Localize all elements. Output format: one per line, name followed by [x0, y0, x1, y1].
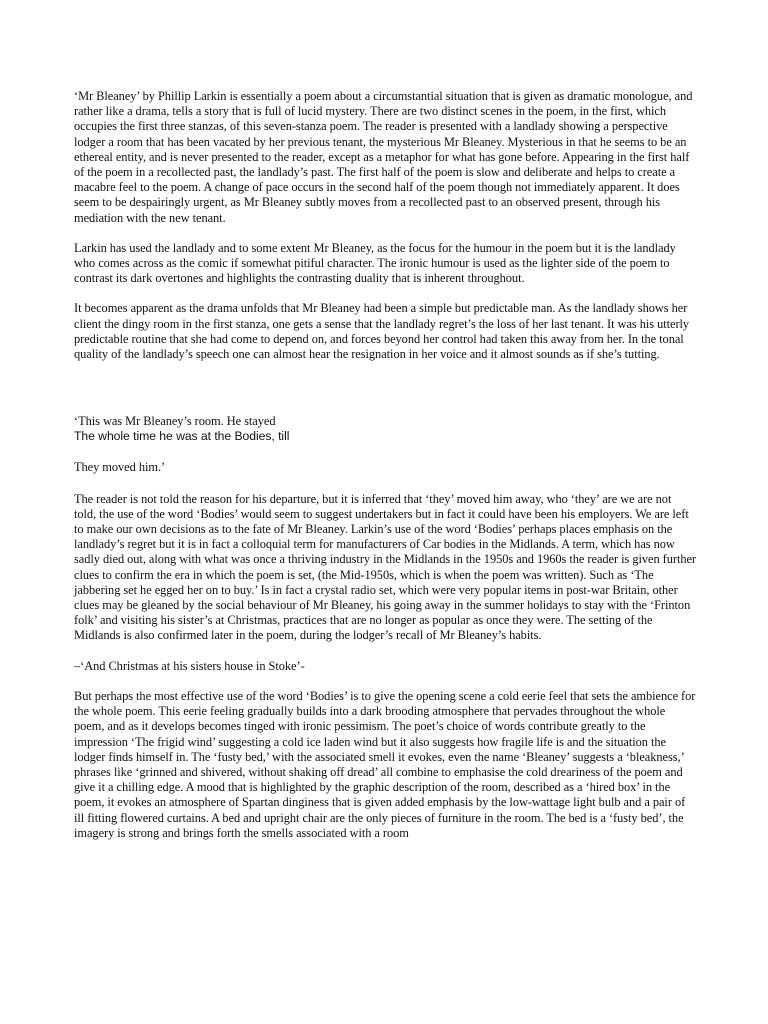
essay-body [74, 89, 696, 856]
paragraph-intro: ‘Mr Bleaney’ by Phillip Larkin is essentially a poem about a circumstantial situation that is given as dramatic monologue, and rather like a drama, tells a story that is full of lucid mystery. There are two distinct scenes in the poem, in the first, which occupies the first three stanzas, of this seven-stanza poem. The reader is presented with a landlady showing a perspective lodger a room that has been vacated by her previous tenant, the mysterious Mr Bleaney. Mysterious in that he seems to be an ethereal entity, and is never presented to the reader, except as a metaphor for what has gone before. Appearing in the first half of the poem in a recollected past, the landlady’s past. The first half of the poem is slow and deliberate and helps to create a macabre feel to the poem. A change of pace occurs in the second half of the poem though not immediately apparent. It does seem to be despairingly urgent, as Mr Bleaney subtly moves from a recollected past to an observed present, through his mediation with the new tenant. [74, 89, 693, 225]
quote-line-1: ‘This was Mr Bleaney’s room. He stayed [74, 414, 276, 429]
quote-line-2: The whole time he was at the Bodies, till [74, 429, 290, 444]
section-spacer [74, 377, 696, 414]
paragraph-atmosphere: But perhaps the most effective use of the word ‘Bodies’ is to give the opening scene a cold eerie feel that sets the ambience for the whole poem. This eerie feeling gradually builds into a dark brooding atmosphere that pervades throughout the whole poem, and as it develops becomes tinged with ironic pessimism. The poet’s choice of words contribute greatly to the impression ‘The frigid wind’ suggesting a cold ice laden wind but it also suggests how fragile life is and the situation the lodger finds himself in. The ‘fusty bed,’ with the associated smell it evokes, even the name ‘Bleaney’ suggests a ‘bleakness,’ phrases like ‘grinned and shivered, without shaking off dread’ all combine to emphasise the cold dreariness of the poem and give it a chilling edge. A mood that is highlighted by the graphic description of the room, described as a ‘hired box’ in the poem, it evokes an atmosphere of Spartan dinginess that is given added emphasis by the low-wattage light bulb and a pair of ill fitting flowered curtains. A bed and upright chair are the only pieces of furniture in the room. The bed is a ‘fusty bed’, the imagery is strong and brings forth the smells associated with a room [74, 688, 696, 840]
quote-christmas: –‘And Christmas at his sisters house in Stoke’- [74, 658, 305, 673]
paragraph-drama: It becomes apparent as the drama unfolds that Mr Bleaney had been a simple but predictable man. As the landlady shows her client the dingy room in the first stanza, one gets a sense that the landlady regret’s the loss of her last tenant. It was his utterly predictable routine that she had come to depend on, and forces beyond her control had taken this away from her. In the tonal quality of the landlady’s speech one can almost hear the resignation in her voice and it almost sounds as if she’s tutting. [74, 301, 690, 362]
quote-line-3: They moved him.’ [74, 460, 166, 475]
paragraph-bodies: The reader is not told the reason for his departure, but it is inferred that ‘they’ moved him away, who ‘they’ are we are not told, the use of the word ‘Bodies’ would seem to suggest undertakers but in fact it could have been his employers. We are left to make our own decisions as to the fate of Mr Bleaney. Larkin’s use of the word ‘Bodies’ perhaps places emphasis on the landlady’s regret but it is in fact a colloquial term for manufacturers of Car bodies in the Midlands. A term, which has now sadly died out, along with what was once a thriving industry in the Midlands in the 1950s and 1960s the reader is given further clues to confirm the era in which the poem is set, (the Mid-1950s, which is when the poem was written). Such as ‘The jabbering set he egged her on to buy.’ Is in fact a crystal radio set, which were very popular items in post-war Britain, other clues may be gleaned by the social behaviour of Mr Bleaney, his going away in the summer holidays to stay with the ‘Frinton folk’ and visiting his sister’s at Christmas, practices that are no longer as popular as once they were. The setting of the Midlands is also confirmed later in the poem, during the lodger’s recall of Mr Bleaney’s habits. [74, 491, 697, 643]
paragraph-humour: Larkin has used the landlady and to some extent Mr Bleaney, as the focus for the humour in the poem but it is the landlady who comes across as the comic if somewhat pitiful character. The ironic humour is used as the lighter side of the poem to contrast its dark overtones and highlights the contrasting duality that is inherent throughout. [74, 240, 676, 286]
quote-gap [74, 444, 696, 460]
